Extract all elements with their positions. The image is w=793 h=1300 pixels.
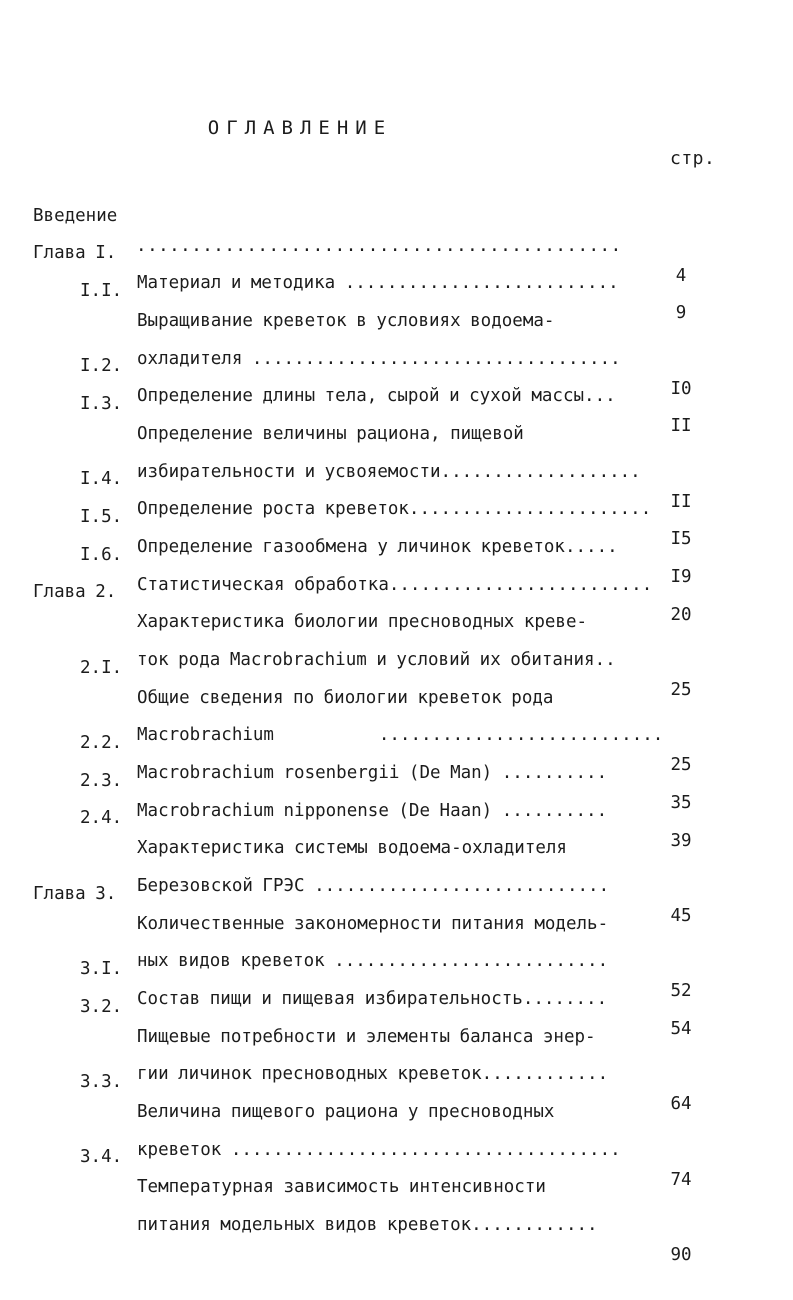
toc-line-page: 64 <box>670 1094 692 1114</box>
toc-line-text: Температурная зависимость интенсивности <box>137 1177 546 1197</box>
page-column-header: стр. <box>670 148 716 169</box>
toc-line-number: I.3. <box>80 394 123 414</box>
page-title: ОГЛАВЛЕНИЕ <box>207 117 393 139</box>
toc-line-text: Величина пищевого рациона у пресноводных <box>137 1102 555 1122</box>
toc-line-text: Определение роста креветок....................... <box>137 499 652 519</box>
toc-line-number: 3.4. <box>80 1147 123 1167</box>
toc-line-page: 52 <box>670 981 692 1001</box>
toc-line-number: I.4. <box>80 469 123 489</box>
toc-line-text: ных видов креветок .......................... <box>137 951 609 971</box>
toc-line-page: 25 <box>670 680 692 700</box>
toc-line-page: 45 <box>670 906 692 926</box>
toc-line-text: избирательности и усвояемости................... <box>137 462 641 482</box>
toc-line-page: 9 <box>675 303 687 323</box>
toc-line-text: Количественные закономерности питания модель- <box>137 914 609 934</box>
toc-line-page: 39 <box>670 831 692 851</box>
toc-line-text: Macrobrachium nipponense (De Haan) .......... <box>137 801 608 821</box>
toc-line-page: I0 <box>670 379 692 399</box>
toc-line-page: II <box>670 492 692 512</box>
toc-line-text: Состав пищи и пищевая избирательность........ <box>137 989 608 1009</box>
toc-line-number: I.5. <box>80 507 123 527</box>
toc-line-text: Macrobrachium ........................... <box>137 725 664 745</box>
toc-line-text: Березовской ГРЭС ............................ <box>137 876 610 896</box>
toc-line-number: Глава 3. <box>33 884 117 904</box>
toc-line-text: Статистическая обработка......................... <box>137 575 653 595</box>
toc-line-page: I9 <box>670 567 692 587</box>
toc-line-text: Пищевые потребности и элементы баланса энер- <box>137 1027 596 1047</box>
toc-line-page: II <box>670 416 692 436</box>
toc-line-text: Общие сведения по биологии креветок рода <box>137 688 554 708</box>
toc-line-page: 35 <box>670 793 692 813</box>
toc-line-text: Macrobrachium rosenbergii (De Man) .......... <box>137 763 608 783</box>
toc-line-number: I.6. <box>80 545 123 565</box>
toc-line-number: 2.I. <box>80 658 123 678</box>
toc-line-number: 3.I. <box>80 959 123 979</box>
toc-line-number: Глава I. <box>33 243 117 263</box>
toc-line-text: Определение длины тела, сырой и сухой массы... <box>137 386 616 406</box>
toc-line-text: Определение величины рациона, пищевой <box>137 424 524 444</box>
toc-line-text: Характеристика биологии пресноводных креве- <box>137 612 588 632</box>
toc-line-page: 25 <box>670 755 692 775</box>
toc-line-number: 2.3. <box>80 771 123 791</box>
toc-line-number: 3.3. <box>80 1072 123 1092</box>
toc-line-text: ............................................ <box>126 236 622 256</box>
toc-line-text: питания модельных видов креветок............ <box>137 1215 598 1235</box>
toc-line-text: Определение газообмена у личинок креветок..... <box>137 537 618 557</box>
toc-line-page: I5 <box>670 529 692 549</box>
toc-line-text: охладителя ................................... <box>137 349 621 369</box>
toc-line-page: 4 <box>675 266 687 286</box>
toc-line-number: 2.2. <box>80 733 123 753</box>
toc-line-number: Глава 2. <box>33 582 117 602</box>
toc-line-number: 2.4. <box>80 808 123 828</box>
toc-line-page: 74 <box>670 1170 692 1190</box>
toc-line-text: гии личинок пресноводных креветок............ <box>137 1064 609 1084</box>
toc-line-text: креветок ..................................... <box>137 1140 621 1160</box>
toc-line-page: 90 <box>670 1245 692 1265</box>
toc-line-text: ток рода Macrobrachium и условий их обитания.. <box>137 650 616 670</box>
toc-line-text: Выращивание креветок в условиях водоема- <box>137 311 555 331</box>
toc-line-number: Введение <box>33 206 118 226</box>
toc-line-number: I.I. <box>80 281 123 301</box>
toc-line-number: I.2. <box>80 356 123 376</box>
toc-line-text: Характеристика системы водоема-охладителя <box>137 838 567 858</box>
toc-line-text: Материал и методика .......................... <box>137 273 619 293</box>
toc-line-page: 20 <box>670 605 692 625</box>
toc-line-number: 3.2. <box>80 997 123 1017</box>
toc-line-page: 54 <box>670 1019 692 1039</box>
